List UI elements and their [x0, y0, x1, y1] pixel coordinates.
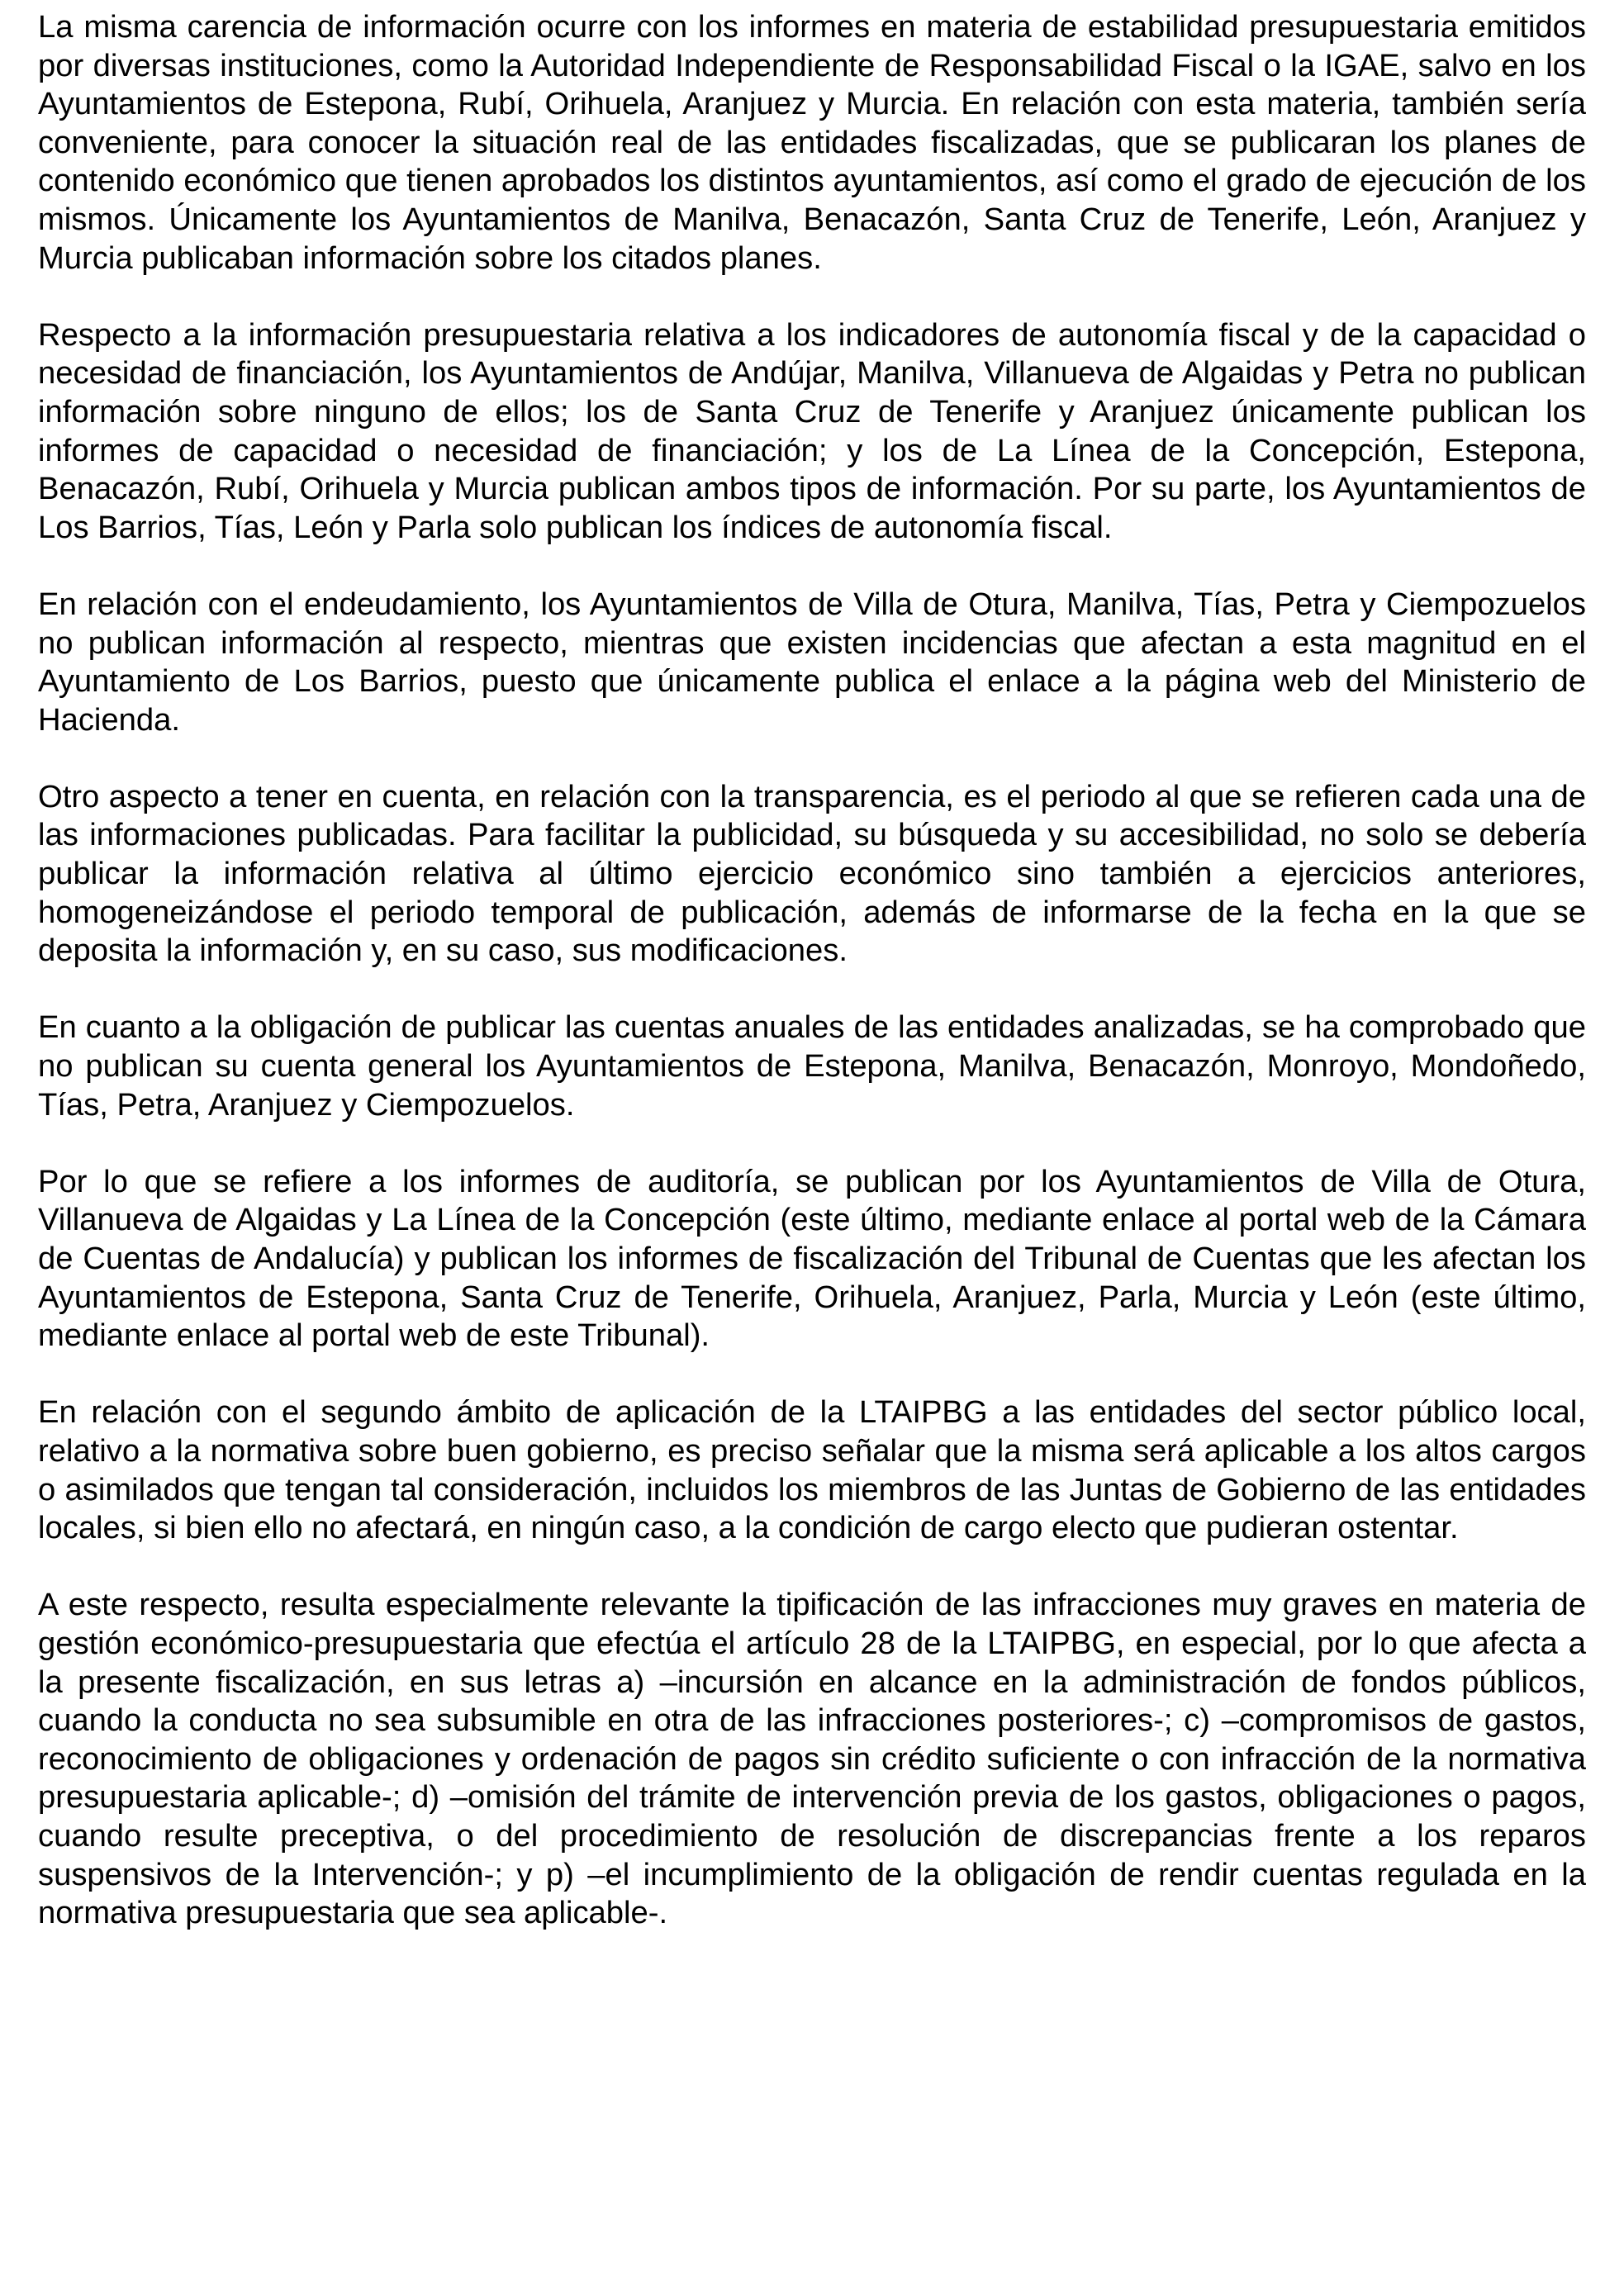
paragraph-publication-period: Otro aspecto a tener en cuenta, en relación con la transparencia, es el periodo al que se refieren cada una de las informaciones publicadas. Para facilitar la publicidad, su búsqueda y su accesibilidad, no solo se debería publicar la información relativa al último ejercicio económico sino también a ejercicios anteriores, homogeneizándose el periodo temporal de publicación, además de informarse de la fecha en la que se deposita la información y, en su caso, sus modificaciones. — [38, 778, 1586, 969]
paragraph-infractions: A este respecto, resulta especialmente relevante la tipificación de las infracciones muy graves en materia de gestión económico-presupuestaria que efectúa el artículo 28 de la LTAIPBG, en especial, por lo que afecta a la presente fiscalización, en sus letras a) –incursión en alcance en la administración de fondos públicos, cuando la conducta no sea subsumible en otra de las infracciones posteriores-; c) –compromisos de gastos, reconocimiento de obligaciones y ordenación de pagos sin crédito suficiente o con infracción de la normativa presupuestaria aplicable-; d) –omisión del trámite de intervención previa de los gastos, obligaciones o pagos, cuando resulte preceptiva, o del procedimiento de resolución de discrepancias frente a los reparos suspensivos de la Intervención-; y p) –el incumplimiento de la obligación de rendir cuentas regulada en la normativa presupuestaria que sea aplicable-. — [38, 1587, 1586, 1931]
paragraph-audit-reports: Por lo que se refiere a los informes de auditoría, se publican por los Ayuntamientos de Villa de Otura, Villanueva de Algaidas y La Línea de la Concepción (este último, mediante enlace al portal web de la Cámara de Cuentas de Andalucía) y publican los informes de fiscalización del Tribunal de Cuentas que les afectan los Ayuntamientos de Estepona, Santa Cruz de Tenerife, Orihuela, Aranjuez, Parla, Murcia y León (este último, mediante enlace al portal web de este Tribunal). — [38, 1163, 1586, 1354]
paragraph-stability-reports: La misma carencia de información ocurre con los informes en materia de estabilidad presupuestaria emitidos por diversas instituciones, como la Autoridad Independiente de Responsabilidad Fiscal o la IGAE, salvo en los Ayuntamientos de Estepona, Rubí, Orihuela, Aranjuez y Murcia. En relación con esta materia, también sería conveniente, para conocer la situación real de las entidades fiscalizadas, que se publicaran los planes de contenido económico que tienen aprobados los distintos ayuntamientos, así como el grado de ejecución de los mismos. Únicamente los Ayuntamientos de Manilva, Benacazón, Santa Cruz de Tenerife, León, Aranjuez y Murcia publicaban información sobre los citados planes. — [38, 9, 1586, 276]
paragraph-indebtedness: En relación con el endeudamiento, los Ayuntamientos de Villa de Otura, Manilva, Tías, Petra y Ciempozuelos no publican información al respecto, mientras que existen incidencias que afectan a esta magnitud en el Ayuntamiento de Los Barrios, puesto que únicamente publica el enlace a la página web del Ministerio de Hacienda. — [38, 586, 1586, 738]
paragraph-good-governance: En relación con el segundo ámbito de aplicación de la LTAIPBG a las entidades del sector público local, relativo a la normativa sobre buen gobierno, es preciso señalar que la misma será aplicable a los altos cargos o asimilados que tengan tal consideración, incluidos los miembros de las Juntas de Gobierno de las entidades locales, si bien ello no afectará, en ningún caso, a la condición de cargo electo que pudieran ostentar. — [38, 1394, 1586, 1546]
document-page — [38, 0, 1586, 2293]
paragraph-fiscal-autonomy: Respecto a la información presupuestaria relativa a los indicadores de autonomía fiscal y de la capacidad o necesidad de financiación, los Ayuntamientos de Andújar, Manilva, Villanueva de Algaidas y Petra no publican información sobre ninguno de ellos; los de Santa Cruz de Tenerife y Aranjuez únicamente publican los informes de capacidad o necesidad de financiación; y los de La Línea de la Concepción, Estepona, Benacazón, Rubí, Orihuela y Murcia publican ambos tipos de información. Por su parte, los Ayuntamientos de Los Barrios, Tías, León y Parla solo publican los índices de autonomía fiscal. — [38, 316, 1586, 545]
paragraph-annual-accounts: En cuanto a la obligación de publicar las cuentas anuales de las entidades analizadas, se ha comprobado que no publican su cuenta general los Ayuntamientos de Estepona, Manilva, Benacazón, Monroyo, Mondoñedo, Tías, Petra, Aranjuez y Ciempozuelos. — [38, 1009, 1586, 1123]
